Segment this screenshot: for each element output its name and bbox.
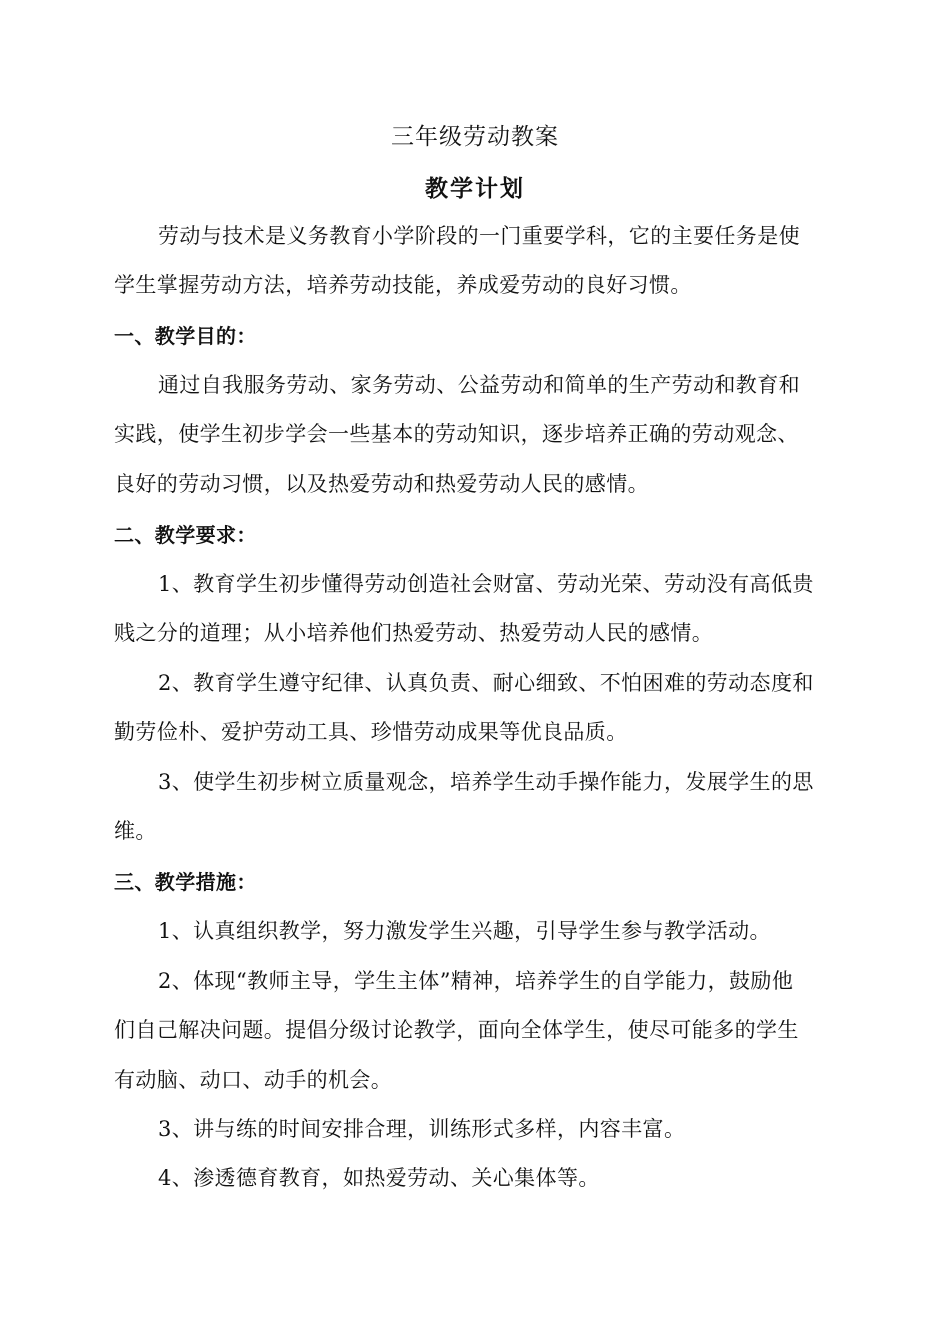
section2-heading: 二、教学要求： — [114, 523, 257, 547]
section2-item2-line-2: 勤劳俭朴、爱护劳动工具、珍惜劳动成果等优良品质。 — [114, 720, 628, 744]
document-title: 三年级劳动教案 — [391, 124, 559, 150]
section1-line-1: 通过自我服务劳动、家务劳动、公益劳动和简单的生产劳动和教育和 — [158, 373, 800, 397]
section2-item3-line-1: 3、使学生初步树立质量观念，培养学生动手操作能力，发展学生的思 — [158, 770, 814, 794]
section3-item2-line-2: 们自己解决问题。提倡分级讨论教学，面向全体学生，使尽可能多的学生 — [114, 1018, 799, 1042]
section3-item3-line-1: 3、讲与练的时间安排合理，训练形式多样，内容丰富。 — [158, 1117, 686, 1141]
section3-item1-line-1: 1、认真组织教学，努力激发学生兴趣，引导学生参与教学活动。 — [158, 919, 771, 943]
section1-heading: 一、教学目的： — [114, 324, 257, 348]
section2-item3-line-2: 维。 — [114, 819, 157, 843]
section2-item1-line-1: 1、教育学生初步懂得劳动创造社会财富、劳动光荣、劳动没有高低贵 — [158, 572, 814, 596]
intro-line-1: 劳动与技术是义务教育小学阶段的一门重要学科，它的主要任务是使 — [158, 224, 800, 248]
section3-heading: 三、教学措施： — [114, 870, 257, 894]
document-subtitle: 教学计划 — [425, 175, 525, 202]
section3-item2-line-1: 2、体现“教师主导，学生主体”精神，培养学生的自学能力，鼓励他 — [158, 969, 794, 993]
section1-line-2: 实践，使学生初步学会一些基本的劳动知识，逐步培养正确的劳动观念、 — [114, 422, 799, 446]
section1-line-3: 良好的劳动习惯，以及热爱劳动和热爱劳动人民的感情。 — [114, 472, 649, 496]
section2-item2-line-1: 2、教育学生遵守纪律、认真负责、耐心细致、不怕困难的劳动态度和 — [158, 671, 814, 695]
section3-item2-line-3: 有动脑、动口、动手的机会。 — [114, 1068, 393, 1092]
section3-item4-line-1: 4、渗透德育教育，如热爱劳动、关心集体等。 — [158, 1166, 600, 1190]
intro-line-2: 学生掌握劳动方法，培养劳动技能，养成爱劳动的良好习惯。 — [114, 273, 692, 297]
section2-item1-line-2: 贱之分的道理；从小培养他们热爱劳动、热爱劳动人民的感情。 — [114, 621, 714, 645]
